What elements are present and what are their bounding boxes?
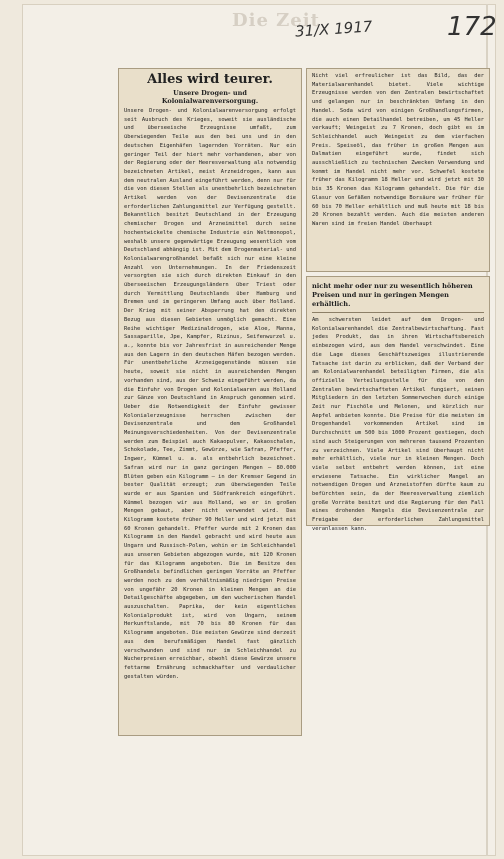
article-clipping-left xyxy=(118,68,302,736)
article-body-col1: Unsere Drogen- und Kolonialwarenversorgung erfolgt seit Ausbruch des Krieges, soweit sie ausländische und überseeische Erzeugnisse umfaßt, zum überwiegenden Teile aus den bei uns und in den deutschen Eigenhäfen lagernden Vorräten. Nur ein geringer Teil der hiert mehr vorhandenen, aber von der Regierung oder der Heeresverwaltung als notwendig bezeichneten Artikel, meist Arzneidrogen, kann aus dem neutralen Ausland eingeführt werden, denn nur für die von diesen Stellen als unentbehrlich bezeichneten Artikel werden von der Devisenzentrale die erforderlichen Zahlungsmittel zur Verfügung gestellt. Bekanntlich besitzt Deutschland in der Erzeugung chemischer Drogen und Arzneimittel durch seine hochentwickelte chemische Industrie ein Weltmonopol, weshalb unsere gegenwärtige Erzeugung wesentlich vom Deutschland abhängig ist. Mit dem Drogenmaterial- und Kolonialwarengroßhandel befaßt sich nur eine kleine Anzahl von Unternehmungen. In der Friedenszeit versorgten sie sich durch direkten Einkauf in den überseeischen Erzeugungsländern über Triest oder durch Vermittlung Deutschlands über Hamburg und Bremen und im geringeren Umfang auch über Holland. Der Krieg mit seiner Absperrung hat den direkten Bezug aus diesen Gebieten unmöglich gemacht. Eine Reihe wichtiger Medizinaldrogen, wie Aloe, Manna, Sassaparille, Jpe, Kampfer, Rizinus, Seifenwurzel u. a., konnte bis vor Jahresfrist in ausreichender Menge aus den Lagern in den deutschen Häfen bezogen werden. Für unentbehrliche Arzneigegenstände müssen sie heute, soweit sie nicht in ausreichenden Mengen vorhanden sind, aus der Schweiz eingeführt werden, da die Einfuhr von Drogen und Kolonialwaren aus Holland zur Gänze von Deutschland in Anspruch genommen wird. Ueber die Notwendigkeit der Einfuhr gewisser Kolonialerzeugnisse herrschen zwischen der Devisenzentrale und dem Großhandel Meinungsverschiedenheiten. Von der Devisenzentrale werden zum Beispiel auch Kakaopulver, Kakaoschalen, Schokolade, Tee, Zimmt, Gewürze, wie Safran, Pfeffer, Ingwer, Kümmel u. a. als entbehrlich bezeichnet. Safran wird nur in ganz geringen Mengen — 80.000 Blüten geben ein Kilogramm — in der Kremser Gegend in bester Qualität erzeugt; zum überwiegenden Teile wurde er aus Spanien und Südfrankreich eingeführt. Kümmel bezogen wir aus Holland, wo er in großen Mengen gebaut, aber nicht verwendet wird. Das Kilogramm kostete früher 90 Heller und wird jetzt mit 60 Kronen gehandelt. Pfeffer wurde mit 2 Kronen das Kilogramm in den Handel gebracht und wird heute aus Ungarn und Russisch-Polen, wohin er im Schleichhandel aus unseren Gebieten abgezogen wurde, mit 120 Kronen für das Kilogramm angeboten. Die im Besitze des Großhandels befindlichen geringen Vorräte an Pfeffer werden noch zu dem verhältnismäßig niedrigen Preise von ungefähr 20 Kronen in kleinen Mengen an die Detailgeschäfte abgegeben, um den wucherischen Handel auszuschalten. Paprika, der kein eigentliches Kolonialprodukt ist, wird von Ungarn, seinem Herkunftslande, mit 70 bis 80 Kronen für das Kilogramm angeboten. Die meisten Gewürze sind derzeit aus dem berufsmäßigen Handel fast gänzlich verschwunden und sind nur im Schleichhandel zu Wucherpreisen erreichbar, obwohl diese Gewürze unsere fettarme Ernährung schmackhafter und verdaulicher gestalten würden. xyxy=(124,108,297,680)
article-subhead: Unsere Drogen- und Kolonialwarenversorgung. xyxy=(161,89,259,105)
article-clipping-right-top xyxy=(306,68,490,272)
handwritten-date: 31/X 1917 xyxy=(294,17,373,41)
divider xyxy=(312,312,484,313)
article-clipping-right-bottom xyxy=(306,276,490,532)
article-body-col3: Am schwersten leidet auf dem Drogen- und Kolonialwarenhandel die Zentralbewirtschaftung. Fast jedes Produkt, das in ihren Wirtschaftsbereich einbezogen wird, aus dem Handel verschwindet. Eine die Lage dieses Geschäftszweiges illustrierende Tatsache ist darin zu erblicken, daß der Verband der am Kolonialwarenhandel beteiligten Firmen, die als offizielle Verteilungsstelle für die von den Zentralen bewirtschafteten Artikel fungiert, seinen Mitgliedern in den letzten Sommerwochen durch einige Zeit nur Fischöle und Melonen, und kürzlich nur Aepfel anbieten konnte. Die Preise für die meisten im Drogenhandel vorkommenden Artikel sind im Durchschnitt um 500 bis 1000 Prozent gestiegen, doch sind auch Steigerungen von mehreren tausend Prozenten zu verzeichnen. Viele Artikel sind überhaupt nicht mehr erhältlich, viele nur in kleinen Mengen. Doch viele selbst entbehrt werden können, ist eine erwiesene Tatsache. Ein wirklicher Mangel an notwendigen Drogen und Arzneistoffen dürfte kaum zu befürchten sein, da der Heeresverwaltung ziemlich große Vorräte besitzt und die Regierung für den Fall eines drohenden Mangels die Devisenzentrale zur Freigabe der erforderlichen Zahlungsmittel veranlassen kann. xyxy=(312,317,485,532)
handwritten-page-number: 172 xyxy=(447,12,497,42)
article-body-col2: Nicht viel erfreulicher ist das Bild, das der Materialwarenhandel bietet. Viele wichtige Erzeugnisse werden von den Zentralen bewirtschaftet und gelangen nur in beschränkten Umfang in den Handel. Soda wird von einigen Großhandlungsfirmen, die auch einen Detailhandel betreiben, um 45 Heller verkauft; Weingeist zu 7 Kronen, doch gibt es im Schleichhandel auch Weingeist zu dem vierfachen Preis. Speiseöl, das früher in großen Mengen aus Dalmatien eingeführt wurde, findet sich ausschließlich zu technischen Zwecken Verwendung und kommt im Handel nicht mehr vor. Schwefel kostete früher das Kilogramm 18 Heller und wird jetzt mit 30 bis 35 Kronen das Kilogramm gehandelt. Die für die Glasur von Gefäßen notwendige Borsäure war früher für 60 bis 70 Heller erhältlich und muß heute mit 18 bis 20 Kronen bezahlt werden. Auch die meisten anderen Waren sind im freien Handel überhaupt xyxy=(312,73,485,227)
article-headline: Alles wird teurer. xyxy=(147,72,273,87)
newspaper-name: Die Zeit xyxy=(232,10,320,31)
article-lead-col3: nicht mehr oder nur zu wesentlich höheren Preisen und nur in geringen Mengen erhältlich. xyxy=(312,282,473,308)
